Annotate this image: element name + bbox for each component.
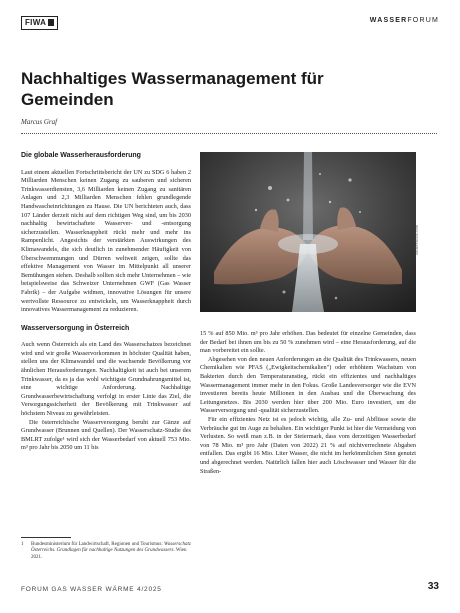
section-name-bold: WASSER [369,17,408,24]
left-column [21,152,191,453]
footer-publication: FORUM GAS WASSER WÄRME 4/2025 [21,586,162,593]
body-paragraph: Die österreichische Wasserversorgung beruht zur Gänze auf Grundwasser (Brunnen und Quellen). Der Wasserschatz-Studie des BMLRT zufolge¹ wird sich der Wasserbedarf von aktuell 753 Mio. m³ pro Jahr bis 2050 um 11 bis [21,418,191,452]
body-paragraph: Auch wenn Österreich als ein Land des Wasserschatzes bezeichnet wird und wir große Wasservorkommen in höchster Qualität haben, stellen uns der Klimawandel und die wachsende Bevölkerung vor ähnlichen Herausforderungen. Nachhaltigkeit ist auch bei unserem Trinkwasser, da es ja das wohl wichtigste Grundnahrungsmittel ist, eine wichtige Anforderung. Nachhaltige Grundwasserbewirtschaftung verfolgt in erster Linie das Ziel, die Versorgungssicherheit der Bevölkerung mit Trinkwasser auf höchstem Niveau zu gewährleisten. [21,341,191,418]
article-title: Nachhaltiges Wassermanagement für Gemeinden [21,69,324,109]
footnote-text-italic: Wasserschatz Österreichs. Grundlagen für nachhaltige Nutzungen des Grundwassers. [31,542,191,554]
right-column [200,330,416,476]
footnote-text [21,542,191,561]
subheading-global-challenge: Die globale Wasserherausforderung [21,152,141,159]
body-paragraph: 15 % auf 850 Mio. m³ pro Jahr erhöhen. Das bedeutet für einzelne Gemeinden, dass der Bedarf bei ihnen um bis zu 50 % zunehmen wird – eine Herausforderung, auf die man vorbereitet ein sollte. [200,330,416,355]
section-name [370,17,439,24]
footnote [21,542,191,561]
logo-text: FIWA [25,18,47,27]
page-number: 33 [427,581,439,592]
logo-mark-icon [48,19,54,26]
water-hands-photo [200,152,416,312]
section-name-rest: FORUM [407,17,439,24]
footnote-divider [21,537,71,538]
subheading-austria: Wasserversorgung in Österreich [21,324,130,332]
body-paragraph: Laut einem aktuellen Fortschrittsbericht der UN zu SDG 6 haben 2 Milliarden Menschen keinen Zugang zu sauberen und sicheren Trinkwasserdiensten, 3,6 Milliarden keinen Zugang zu sanitären Anlagen und 2,3 Milliarden Menschen fehlen grundlegende Handwascheinrichtungen zu Hause. Die UN berichteten auch, dass 107 Länder derzeit nicht auf dem richtigen Weg sind, um bis 2030 nachhaltig bewirtschaftete Wasserver- und -entsorgung sicherzustellen. Wasserknappheit rückt mehr und mehr ins Rampenlicht. Angesichts der verstärkten Auswirkungen des Klimawandels, die sich deutlich in zunehmender Häufigkeit von Überschwemmungen und Dürren weltweit zeigen, sollte das effektive Management von Wasser im Mittelpunkt all unserer Bemühungen stehen. Deshalb sollten sich mehr Unternehmen – wie beispielsweise das Schweizer Unternehmen GWF (Gas Wasser Fabrik) – der Aufgabe widmen, innovative Lösungen für unsere wertvollste Ressource zu entwickeln, um Wasserknappheit durch innovatives Wassermanagement zu reduzieren. [21,168,191,314]
footnote-number: 1 [21,542,24,547]
dotted-divider [21,133,437,134]
image-credit: shutterstock.com [414,224,419,255]
body-paragraph: Abgesehen von den neuen Anforderungen an die Qualität des Trinkwassers, neuen Chemikalien wie PFAS („Ewigkeitschemikalien") oder erhöhtem Wachstum von Bakterien durch den Temperaturanstieg, rückt ein effizientes und nachhaltiges Wassermanagement immer mehr in den Fokus. Große Landesversorger wie die EVN investieren bereits heute Millionen in den Ausbau und die Überwachung des Leitungsnetzes. Bis 2030 werden hier über 200 Mio. Euro investiert, um die Wasserversorgung und -qualität sicherzustellen. [200,355,416,415]
footnote-text-plain: Bundesministerium für Landwirtschaft, Regionen und Tourismus: [31,542,165,547]
article-author: Marcus Graf [21,118,58,126]
body-paragraph: Für ein effizientes Netz ist es jedoch wichtig, alle Zu- und Abflüsse sowie die Verbräuche gut im Auge zu behalten. Ein wichtiger Punkt ist hier die Vermeidung von Verlusten. So weiß man z.B. in der Steiermark, dass vom derzeitigen Wasserbedarf von 78 Mio. m³ pro Jahr (Daten von 2022) 21 % auf nichtverrechnete Abgaben entfallen. Das ergibt 16 Mio. Liter Wasser, die nicht im herkömmlichen Sinn genutzt und abgerechnet werden. Natürlich fallen hier auch Löschwasser und Wasser für die Straßen- [200,415,416,475]
footnote-text-tail: Wien 2021. [31,548,187,560]
publication-logo [21,16,58,30]
